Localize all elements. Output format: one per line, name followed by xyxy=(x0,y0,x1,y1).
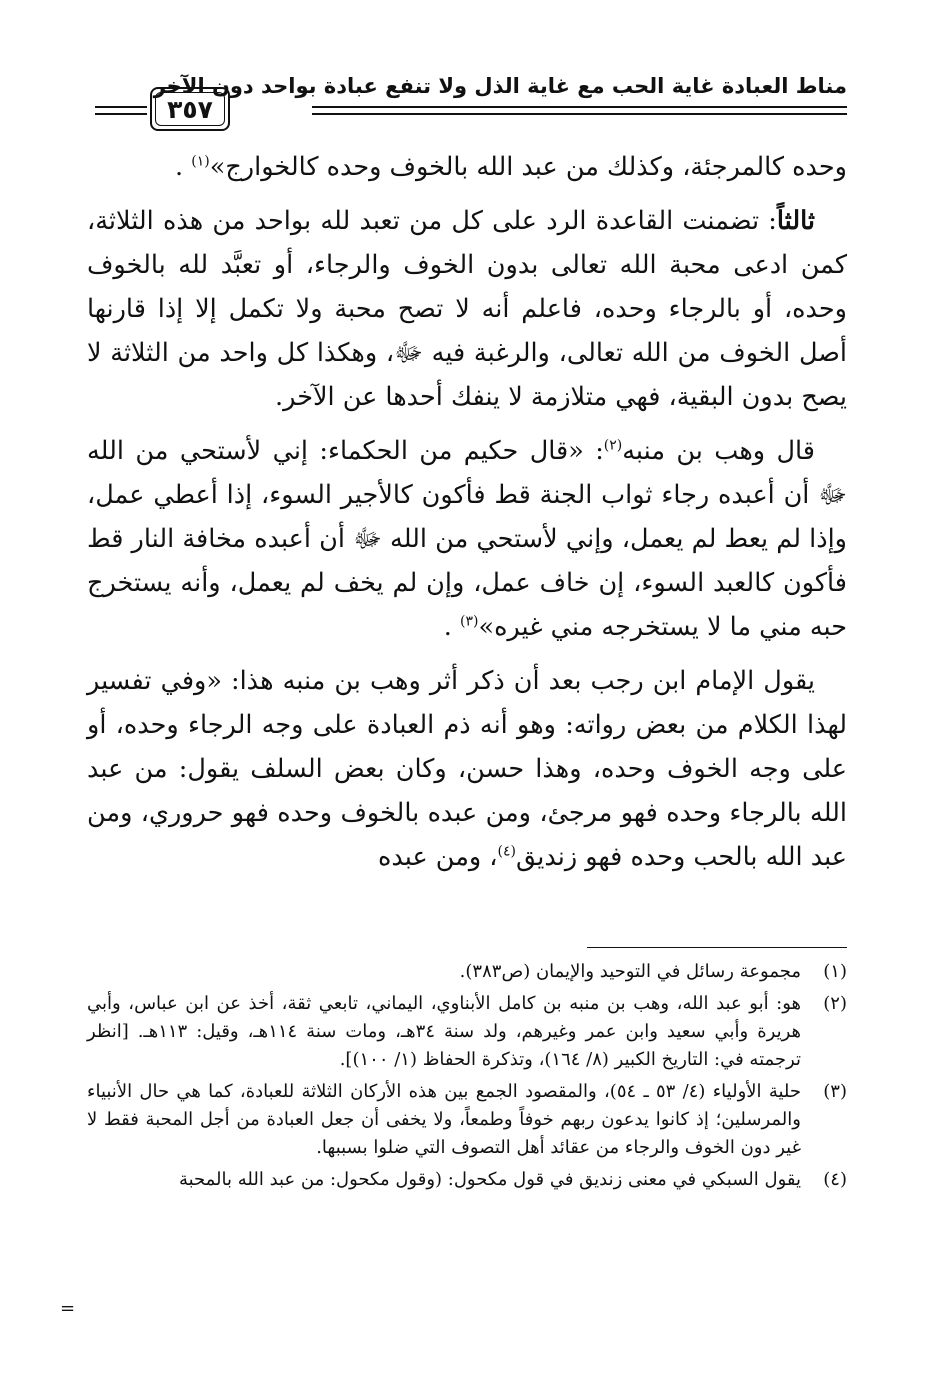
footnote-4 xyxy=(87,1166,847,1194)
footnote-3 xyxy=(87,1078,847,1162)
footnote-3-text: حلية الأولياء (٤/ ٥٣ ـ ٥٤)، والمقصود الجمع بين هذه الأركان الثلاثة للعبادة، كما هي حال الأنبياء والمرسلين؛ إذ كانوا يدعون ربهم خوفاً وطمعاً، ولا يخفى أن جعل العبادة من أجل المحبة فقط لا غير دون الخوف والرجاء من عقائد أهل التصوف التي ضلوا بسببها. xyxy=(87,1081,801,1158)
footnote-2 xyxy=(87,990,847,1074)
footnote-2-text: هو: أبو عبد الله، وهب بن منبه بن كامل الأبناوي، اليماني، تابعي ثقة، أخذ عن ابن عباس، وأبي هريرة وأبي سعيد وابن عمر وغيرهم، ولد سنة ٣٤هـ، ومات سنة ١١٤هـ، وقيل: ١١٣هـ. [انظر ترجمته في: التاريخ الكبير (٨/ ١٦٤)، وتذكرة الحفاظ (١/ ١٠٠)]. xyxy=(87,993,801,1070)
main-text xyxy=(87,145,847,879)
footnote-3-number: (٣) xyxy=(823,1081,847,1102)
paragraph-3-text-a: قال وهب بن منبه xyxy=(622,436,815,466)
footnotes xyxy=(87,958,847,1198)
footnote-ref-4: (٤) xyxy=(497,843,516,860)
running-title: مناط العبادة غاية الحب مع غاية الذل ولا تنفع عبادة بواحد دون الآخر xyxy=(153,74,847,98)
page-number-frame xyxy=(150,87,230,131)
paragraph-2 xyxy=(87,199,847,419)
continuation-mark: = xyxy=(60,1298,76,1319)
page-number: ٣٥٧ xyxy=(167,94,213,124)
footnote-4-number: (٤) xyxy=(823,1169,847,1190)
footnote-ref-2: (٢) xyxy=(603,437,623,454)
footnote-ref-3: (٣) xyxy=(460,613,479,630)
footnote-1-number: (١) xyxy=(823,961,847,982)
footnote-1-text: مجموعة رسائل في التوحيد والإيمان (ص٣٨٣). xyxy=(459,961,801,982)
header-rule-short xyxy=(95,106,147,115)
paragraph-3 xyxy=(87,429,847,649)
footnote-ref-1: (١) xyxy=(191,153,210,170)
paragraph-3-tail: . xyxy=(443,612,460,642)
paragraph-4-text-a: يقول الإمام ابن رجب بعد أن ذكر أثر وهب بن منبه هذا: «وفي تفسير لهذا الكلام من بعض رواته: وهو أنه ذم العبادة على وجه الرجاء وحده، أو على وجه الخوف وحده، وهذا حسن، وكان بعض السلف يقول: من عبد الله بالرجاء وحده فهو مرجئ، ومن عبده بالخوف وحده فهو حروري، ومن عبد الله بالحب وحده فهو زنديق xyxy=(87,666,847,872)
paragraph-3-text-b: : «قال حكيم من الحكماء: إني لأستحي من الله ﷻ أن أعبده رجاء ثواب الجنة قط فأكون كالأجير السوء، إذا أعطي عمل، وإذا لم يعط لم يعمل، وإني لأستحي من الله ﷻ أن أعبده مخافة النار قط فأكون كالعبد السوء، إن خاف عمل، وإن لم يخف لم يعمل، وأنه يستخرج حبه مني ما لا يستخرجه مني غيره» xyxy=(87,436,847,642)
header-rule-long xyxy=(312,106,847,115)
paragraph-2-text: : تضمنت القاعدة الرد على كل من تعبد لله بواحد من هذه الثلاثة، كمن ادعى محبة الله تعالى بدون الخوف والرجاء، أو تعبَّد لله بالخوف وحده، أو بالرجاء وحده، فاعلم أنه لا تصح محبة ولا تكمل إلا إذا قارنها أصل الخوف من الله تعالى، والرغبة فيه ﷻ، وهكذا كل واحد من الثلاثة لا يصح بدون البقية، فهي متلازمة لا ينفك أحدها عن الآخر. xyxy=(87,206,847,412)
footnote-separator xyxy=(587,947,847,948)
paragraph-1-tail: . xyxy=(175,152,192,182)
footnote-1 xyxy=(87,958,847,986)
footnote-4-text: يقول السبكي في معنى زنديق في قول مكحول: (وقول مكحول: من عبد الله بالمحبة xyxy=(178,1169,801,1190)
paragraph-2-lead: ثالثاً xyxy=(776,206,815,236)
paragraph-4 xyxy=(87,659,847,879)
paragraph-1 xyxy=(87,145,847,189)
footnote-2-number: (٢) xyxy=(823,993,847,1014)
paragraph-1-text: وحده كالمرجئة، وكذلك من عبد الله بالخوف وحده كالخوارج» xyxy=(209,152,847,182)
paragraph-4-text-b: ، ومن عبده xyxy=(378,842,498,872)
